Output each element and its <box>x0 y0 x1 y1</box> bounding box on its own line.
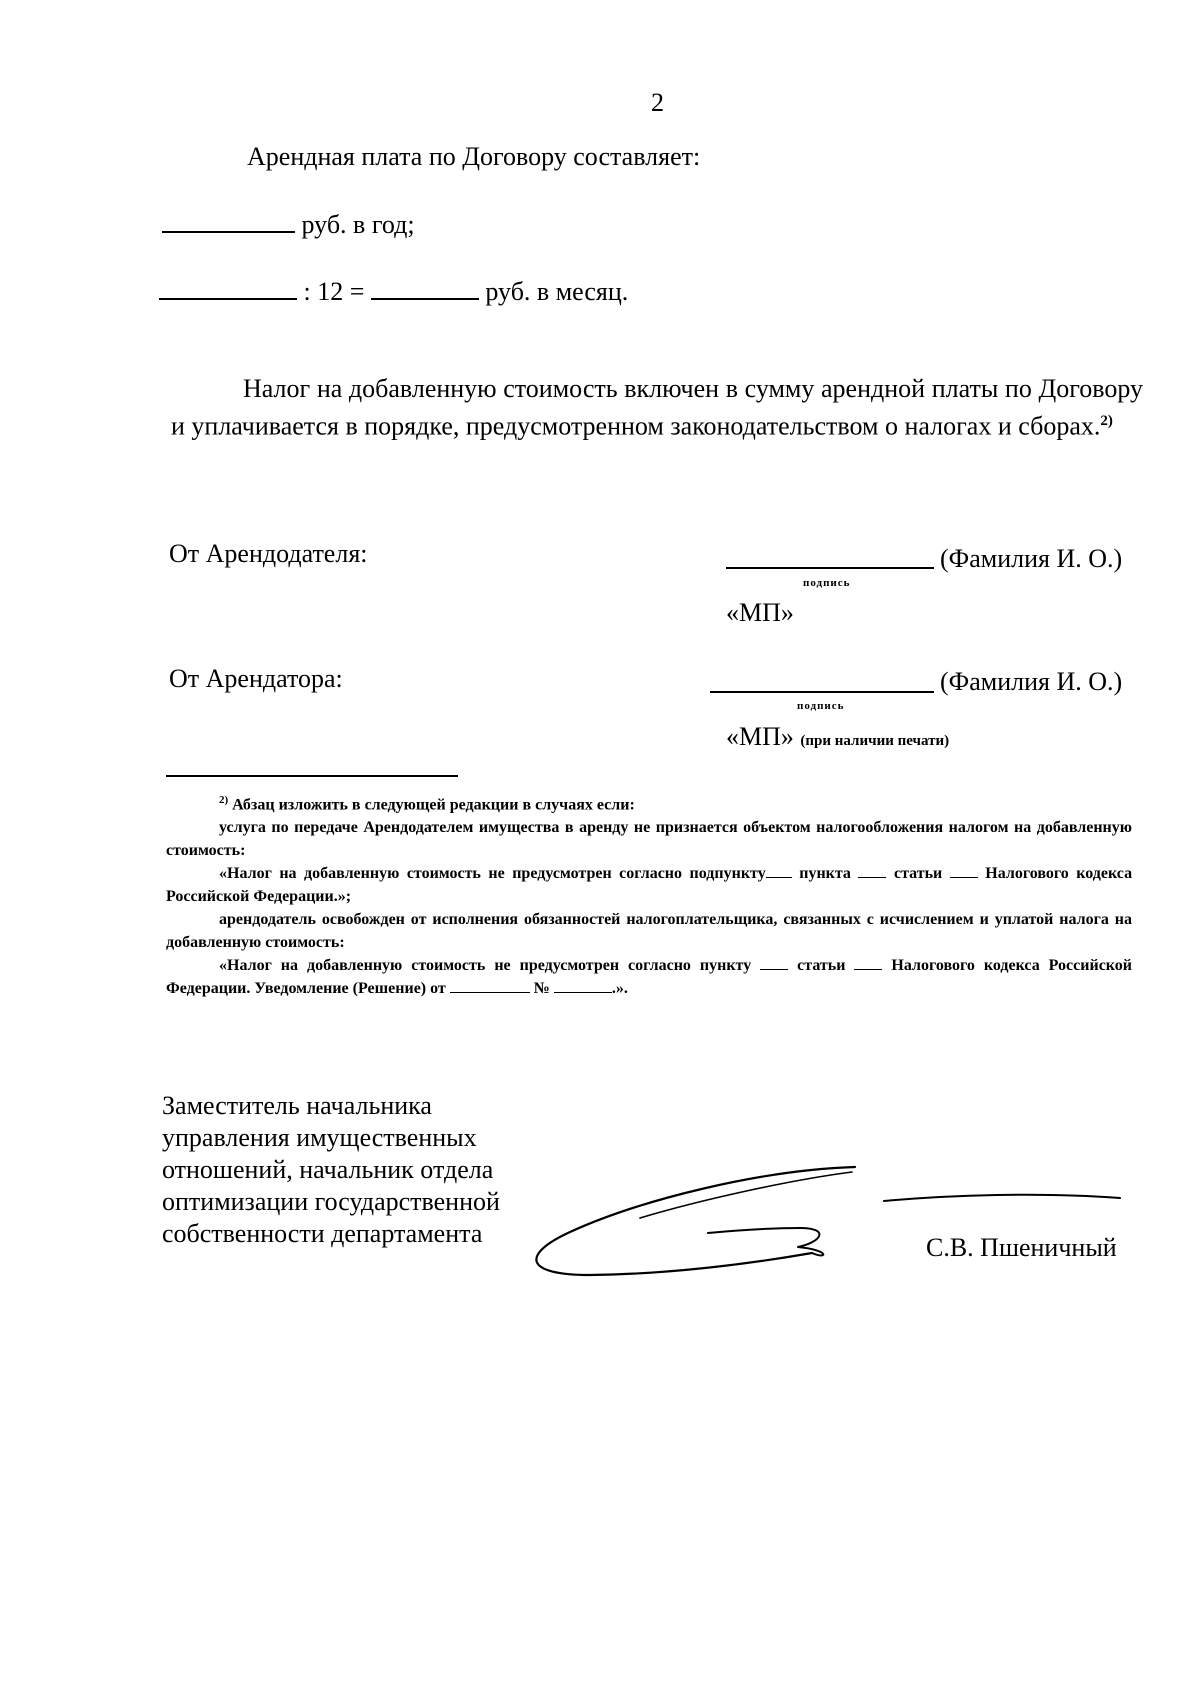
footnote-case2-quote: «Налог на добавленную стоимость не предусмотрен согласно пункту статьи Налогового кодекса Российской Федерации. Уведомление (Решение) от № .». <box>166 957 1133 998</box>
position-line: оптимизации государственной <box>162 1187 500 1216</box>
divide-by-label: : 12 = <box>303 277 365 306</box>
rent-per-year-label: руб. в год; <box>301 210 415 239</box>
lessor-name-placeholder: (Фамилия И. О.) <box>940 544 1123 573</box>
lessor-sign-caption: подпись <box>803 577 851 589</box>
lessor-stamp: «МП» <box>726 598 794 627</box>
lessee-sign-caption: подпись <box>797 700 845 712</box>
lessor-label: От Арендодателя: <box>169 539 368 568</box>
official-name: С.В. Пшеничный <box>926 1233 1117 1262</box>
footnote-ref: 2) <box>1100 413 1113 429</box>
rent-per-month-label: руб. в месяц. <box>485 277 629 306</box>
footnote-intro: $^{2)}$ Абзац изложить в следующей редакции в случаях если: <box>219 794 635 814</box>
vat-text: Налог на добавленную стоимость включен в сумму арендной платы по Договору и уплачивается в порядке, предусмотренном законодательством о налогах и сборах. <box>171 374 1143 441</box>
footnote-case2: арендодатель освобожден от исполнения обязанностей налогоплательщика, связанных с исчислением и уплатой налога на добавленную стоимость: <box>166 911 1132 952</box>
position-line: собственности департамента <box>162 1219 483 1248</box>
position-line: отношений, начальник отдела <box>162 1155 494 1184</box>
lessee-stamp-note: (при наличии печати) <box>800 733 950 749</box>
lessee-label: От Арендатора: <box>169 664 343 693</box>
lessee-stamp: «МП» <box>726 722 794 751</box>
rent-intro: Арендная плата по Договору составляет: <box>247 142 701 171</box>
lessee-name-placeholder: (Фамилия И. О.) <box>940 667 1123 696</box>
position-line: управления имущественных <box>162 1123 477 1152</box>
footnote-case1: услуга по передаче Арендодателем имущества в аренду не признается объектом налогообложения налогом на добавленную стоимость: <box>166 819 1132 860</box>
page-number: 2 <box>651 88 664 117</box>
footnote-marker: 2) <box>219 794 229 806</box>
footnote-case1-quote: «Налог на добавленную стоимость не предусмотрен согласно подпункту пункта статьи Налогового кодекса Российской Федерации.»; <box>166 865 1133 906</box>
position-line: Заместитель начальника <box>162 1091 432 1120</box>
